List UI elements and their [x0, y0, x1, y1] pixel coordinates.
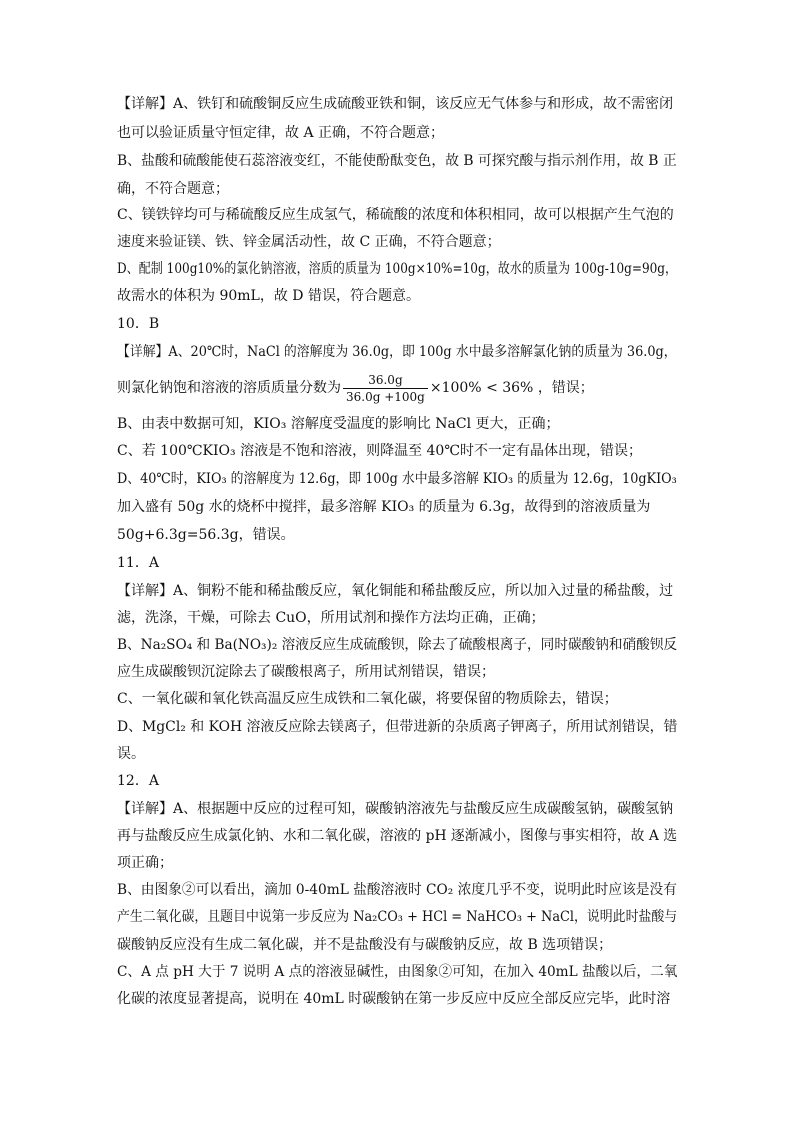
text-line: 【详解】A、20℃时，NaCl 的溶解度为 36.0g，即 100g 水中最多溶解氯化钠的质量为 36.0g， [117, 344, 677, 360]
text-line: C、若 100℃KIO₃ 溶液是不饱和溶液，则降温至 40℃时不一定有晶体出现，错误； [117, 443, 642, 459]
question-number: 10．B [117, 316, 160, 332]
text-line: 也可以验证质量守恒定律，故 A 正确，不符合题意； [117, 125, 445, 141]
fraction-line [117, 370, 677, 406]
fraction-suffix: ×100% < 36% ，错误； [429, 380, 594, 396]
text-line: 再与盐酸反应生成氯化钠、水和二氧化碳，溶液的 pH 逐渐减小，图像与事实相符，故 A 选 [117, 828, 678, 844]
text-line: C、一氧化碳和氧化铁高温反应生成铁和二氧化碳，将要保留的物质除去，错误； [117, 691, 618, 707]
text-line: 碳酸钠反应没有生成二氧化碳，并不是盐酸没有与碳酸钠反应，故 B 选项错误； [117, 937, 613, 953]
text-line: 产生二氧化碳，且题目中说第一步反应为 Na₂CO₃ + HCl = NaHCO₃ + NaCl，说明此时盐酸与 [117, 909, 678, 925]
fraction [343, 372, 428, 405]
text-line: 应生成碳酸钡沉淀除去了碳酸根离子，所用试剂错误，错误； [117, 664, 495, 680]
text-line: 项正确； [117, 855, 173, 871]
text-line: 滤，洗涤，干燥，可除去 CuO，所用试剂和操作方法均正确，正确； [117, 610, 545, 626]
text-line: B、由图象②可以看出，滴加 0-40mL 盐酸溶液时 CO₂ 浓度几乎不变，说明此时应该是没有 [117, 882, 677, 898]
text-line: B、Na₂SO₄ 和 Ba(NO₃)₂ 溶液反应生成硫酸钡，除去了硫酸根离子，同时碳酸钠和硝酸钡反 [117, 637, 678, 653]
text-line: 故需水的体积为 90mL，故 D 错误，符合题意。 [117, 288, 420, 304]
text-line: 确，不符合题意； [117, 181, 229, 197]
question-number: 12．A [117, 773, 159, 789]
text-line: 【详解】A、根据题中反应的过程可知，碳酸钠溶液先与盐酸反应生成碳酸氢钠，碳酸氢钠 [117, 801, 674, 817]
text-line: 【详解】A、铜粉不能和稀盐酸反应，氧化铜能和稀盐酸反应，所以加入过量的稀盐酸，过 [117, 583, 674, 599]
text-line: B、由表中数据可知，KIO₃ 溶解度受温度的影响比 NaCl 更大，正确； [117, 416, 560, 432]
fraction-denominator: 36.0g +100g [346, 389, 425, 404]
text-line: C、镁铁锌均可与稀硫酸反应生成氢气，稀硫酸的浓度和体积相同，故可以根据产生气泡的 [117, 207, 674, 223]
text-line: 误。 [117, 746, 145, 762]
text-line: 化碳的浓度显著提高，说明在 40mL 时碳酸钠在第一步反应中反应全部反应完毕，此时溶 [117, 991, 671, 1007]
text-line: D、MgCl₂ 和 KOH 溶液反应除去镁离子，但带进新的杂质离子钾离子，所用试剂错误，错 [117, 719, 678, 735]
text-line: C、A 点 pH 大于 7 说明 A 点的溶液显碱性，由图象②可知，在加入 40mL 盐酸以后，二氧 [117, 964, 678, 980]
text-line: 速度来验证镁、铁、锌金属活动性，故 C 正确，不符合题意； [117, 234, 501, 250]
text-line: D、配制 100g10%的氯化钠溶液，溶质的质量为 100g×10%=10g，故水的质量为 100g-10g=90g， [117, 261, 678, 277]
fraction-numerator: 36.0g [343, 372, 428, 389]
text-line: 【详解】A、铁钉和硫酸铜反应生成硫酸亚铁和铜，该反应无气体参与和形成，故不需密闭 [117, 96, 674, 112]
text-line: B、盐酸和硫酸能使石蕊溶液变红，不能使酚酞变色，故 B 可探究酸与指示剂作用，故 B 正 [117, 153, 677, 169]
question-number: 11．A [117, 555, 159, 571]
text-line: 50g+6.3g=56.3g，错误。 [117, 527, 295, 543]
text-line: D、40℃时，KIO₃ 的溶解度为 12.6g，即 100g 水中最多溶解 KIO₃ 的质量为 12.6g，10gKIO₃ [117, 471, 677, 487]
text-line: 加入盛有 50g 水的烧杯中搅拌，最多溶解 KIO₃ 的质量为 6.3g，故得到的溶液质量为 [117, 499, 651, 515]
fraction-prefix: 则氯化钠饱和溶液的溶质质量分数为 [117, 380, 341, 396]
